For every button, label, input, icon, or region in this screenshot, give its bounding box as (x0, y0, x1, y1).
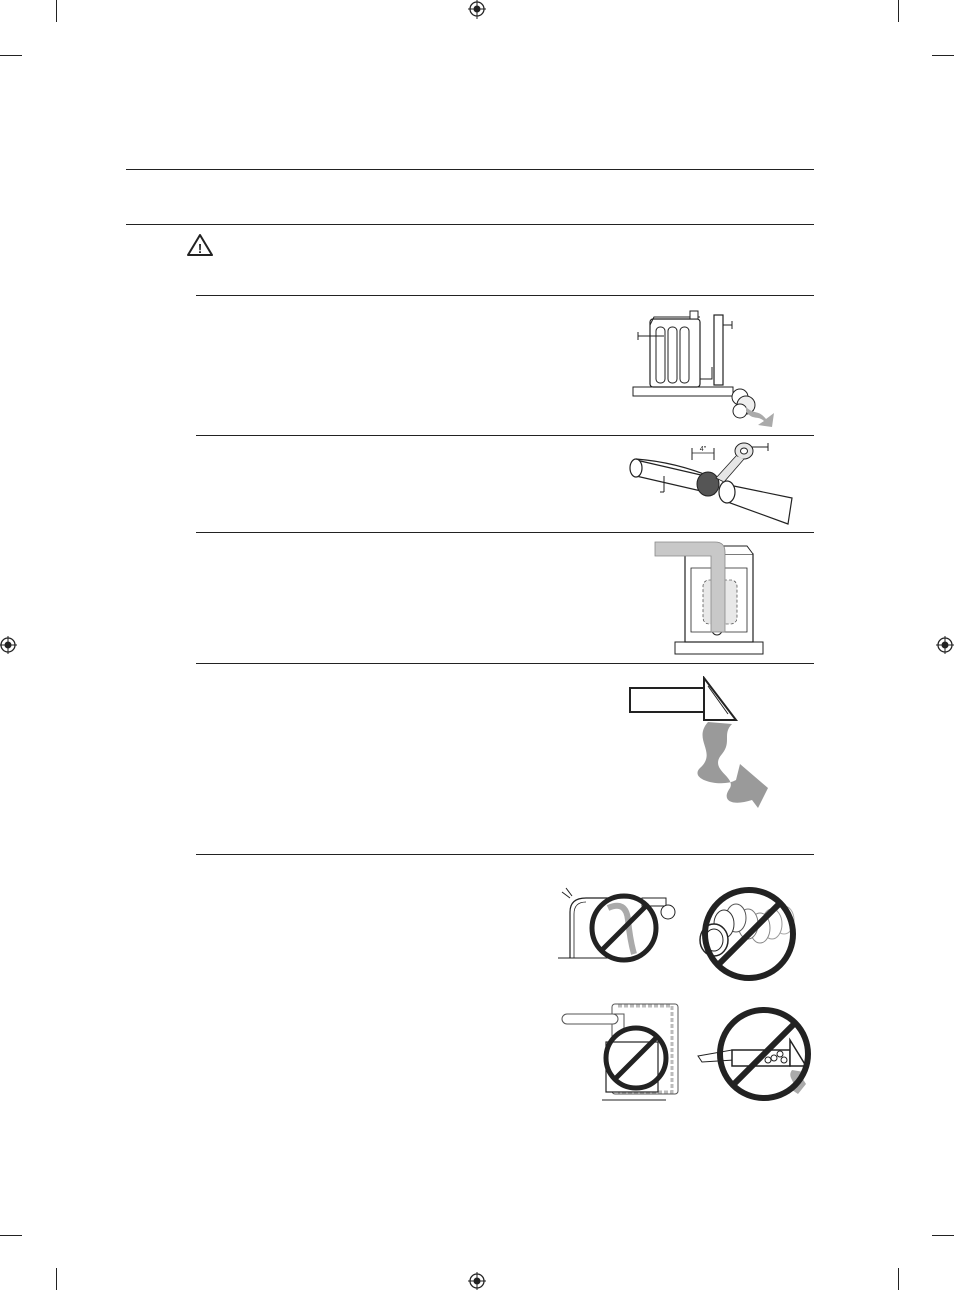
duct-joint-tape-diagram-icon (626, 438, 798, 530)
registration-crosshair-icon (0, 634, 20, 656)
warning-block (186, 233, 214, 257)
registration-crosshair-icon (934, 634, 954, 656)
registration-mark-right (934, 634, 954, 656)
warning-triangle-icon (186, 233, 214, 257)
no-duct-behind-dryer-icon (558, 1002, 682, 1106)
dimension-label: 4" (699, 446, 707, 453)
header-rule-bottom (126, 224, 814, 225)
dryer-rear-vent-routing-icon (653, 540, 769, 658)
crop-mark-icon (0, 55, 22, 56)
no-lint-blocked-hood-icon (694, 1002, 818, 1106)
crop-mark-icon (898, 0, 899, 22)
section-rule-5 (196, 854, 814, 855)
no-foil-accordion-duct-icon (694, 884, 804, 984)
crop-mark-icon (932, 55, 954, 56)
header-rule-top (126, 169, 814, 170)
crop-mark-icon (0, 1235, 22, 1236)
registration-crosshair-icon (466, 1271, 488, 1290)
crop-mark-icon (56, 1268, 57, 1290)
section-rule-4 (196, 663, 814, 664)
registration-crosshair-icon (466, 0, 488, 22)
section-rule-3 (196, 532, 814, 533)
registration-mark-top (466, 0, 488, 22)
exhaust-hood-airflow-icon (628, 676, 794, 812)
registration-mark-bottom (466, 1271, 488, 1290)
section-rule-1 (196, 295, 814, 296)
no-crushed-flexible-duct-icon (556, 884, 688, 964)
dryer-vent-clearance-diagram-icon (628, 305, 788, 430)
svg-text:!: ! (197, 241, 203, 256)
section-rule-2 (196, 435, 814, 436)
crop-mark-icon (898, 1268, 899, 1290)
crop-mark-icon (56, 0, 57, 22)
crop-mark-icon (932, 1235, 954, 1236)
registration-mark-left (0, 634, 20, 656)
